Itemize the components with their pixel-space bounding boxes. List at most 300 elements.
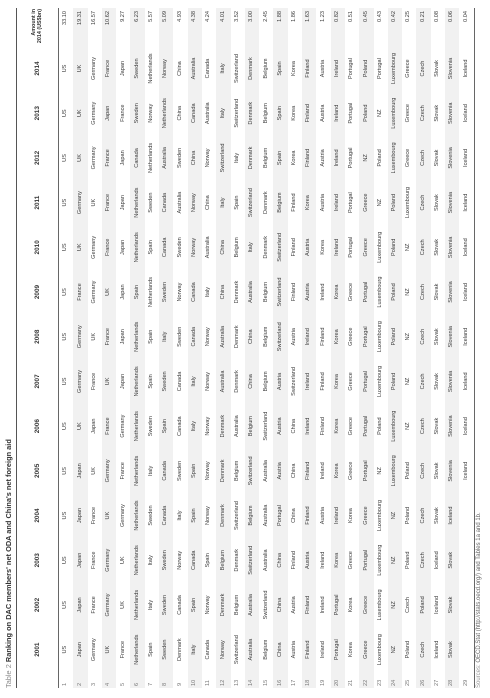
country-cell: Canada: [188, 314, 202, 359]
country-cell: Korea: [319, 239, 326, 255]
country-cell: Japan: [119, 373, 126, 390]
country-cell: Poland: [405, 551, 412, 569]
amount-cell: 16.57: [90, 11, 97, 25]
country-cell: NZ: [405, 288, 412, 296]
country-cell: Slovak: [434, 104, 441, 122]
country-cell: Portugal: [359, 359, 373, 404]
country-cell: Switzerland: [233, 98, 240, 128]
country-cell: Sweden: [159, 270, 173, 315]
country-cell: UK: [102, 359, 116, 404]
country-cell: Greece: [359, 493, 373, 538]
country-cell: Iceland: [459, 359, 474, 404]
country-cell: Finland: [291, 282, 298, 302]
country-cell: Norway: [216, 627, 230, 672]
table-row: [116, 8, 130, 688]
table-row: [245, 8, 259, 688]
country-cell: Slovenia: [445, 314, 459, 359]
country-cell: Norway: [205, 506, 212, 526]
country-cell: Finland: [319, 327, 326, 346]
country-cell: NZ: [405, 333, 412, 341]
country-cell: Sweden: [130, 91, 144, 136]
country-cell: Italy: [245, 225, 259, 270]
country-cell: UK: [73, 225, 87, 270]
country-cell: Iceland: [434, 595, 441, 614]
country-cell: Poland: [388, 359, 402, 404]
country-cell: Korea: [291, 150, 298, 166]
country-cell: Ireland: [331, 225, 345, 270]
country-cell: Italy: [216, 46, 230, 91]
country-cell: Greece: [405, 104, 412, 123]
country-cell: Denmark: [216, 583, 230, 628]
amount-cell: 1.23: [319, 11, 326, 22]
country-cell: Poland: [359, 46, 373, 91]
amount-cell: 1.88: [273, 8, 287, 46]
country-cell: Canada: [176, 416, 183, 436]
rank-cell: 28: [445, 672, 459, 688]
country-cell: Spain: [148, 642, 155, 657]
table-row: [102, 8, 116, 688]
country-cell: Spain: [233, 195, 240, 210]
country-cell: Greece: [359, 583, 373, 628]
country-cell: Canada: [205, 639, 212, 660]
country-cell: Ireland: [302, 314, 316, 359]
country-cell: Poland: [388, 314, 402, 359]
country-cell: Portugal: [348, 147, 355, 169]
country-cell: Japan: [73, 493, 87, 538]
table-row: [188, 8, 202, 688]
country-cell: Japan: [73, 583, 87, 628]
table-row: [402, 8, 416, 688]
country-cell: Czech: [416, 538, 430, 583]
country-cell: Poland: [388, 225, 402, 270]
country-cell: Australia: [176, 191, 183, 214]
country-cell: Iceland: [459, 448, 474, 493]
country-cell: France: [102, 136, 116, 181]
country-cell: NZ: [376, 109, 383, 117]
country-cell: Canada: [159, 180, 173, 225]
rank-cell: 19: [319, 679, 326, 686]
country-cell: Belgium: [262, 58, 269, 79]
country-cell: Luxembourg: [405, 187, 412, 219]
table-row: [316, 8, 330, 688]
country-cell: Spain: [273, 46, 287, 91]
country-cell: Austria: [291, 596, 298, 614]
country-cell: Switzerland: [262, 411, 269, 441]
country-cell: UK: [73, 404, 87, 449]
country-cell: Czech: [416, 448, 430, 493]
country-cell: China: [273, 583, 287, 628]
country-cell: Netherlands: [130, 180, 144, 225]
source-text: OECD.Stat (http://stats.oecd.org/) and Tables 1a and 1b.: [476, 512, 482, 663]
country-cell: Switzerland: [245, 448, 259, 493]
header-year: 2012: [18, 136, 59, 181]
country-cell: China: [176, 61, 183, 76]
country-cell: China: [216, 270, 230, 315]
country-cell: Spain: [188, 583, 202, 628]
header-year: 2001: [18, 627, 59, 672]
country-cell: Austria: [273, 448, 287, 493]
country-cell: Portugal: [359, 538, 373, 583]
country-cell: Portugal: [331, 627, 345, 672]
country-cell: Portugal: [359, 448, 373, 493]
table-row: [273, 8, 287, 688]
country-cell: Netherlands: [130, 583, 144, 628]
country-cell: Finland: [302, 91, 316, 136]
country-cell: Portugal: [359, 314, 373, 359]
country-cell: Belgium: [233, 460, 240, 481]
country-cell: Denmark: [216, 493, 230, 538]
source-note: [476, 8, 482, 688]
header-row: [18, 8, 59, 688]
table-row: [445, 8, 459, 688]
country-cell: Netherlands: [148, 53, 155, 84]
country-cell: Australia: [159, 136, 173, 181]
country-cell: NZ: [388, 493, 402, 538]
country-cell: Australia: [216, 359, 230, 404]
country-cell: [459, 583, 474, 628]
rank-cell: 1: [62, 682, 69, 686]
country-cell: Luxembourg: [388, 448, 402, 493]
amount-cell: 5.57: [148, 11, 155, 22]
country-cell: Slovak: [434, 283, 441, 301]
country-cell: Czech: [416, 270, 430, 315]
country-cell: Japan: [119, 284, 126, 300]
country-cell: US: [62, 154, 69, 162]
country-cell: Czech: [416, 91, 430, 136]
country-cell: Slovenia: [445, 448, 459, 493]
amount-cell: 5.09: [159, 8, 173, 46]
country-cell: Korea: [291, 61, 298, 76]
country-cell: China: [245, 359, 259, 404]
rank-cell: 6: [130, 672, 144, 688]
rank-cell: 23: [376, 679, 383, 686]
rank-cell: 10: [188, 672, 202, 688]
country-cell: Norway: [176, 550, 183, 570]
country-cell: Finland: [319, 372, 326, 391]
country-cell: Norway: [205, 416, 212, 436]
country-cell: Spain: [159, 404, 173, 449]
country-cell: Denmark: [262, 191, 269, 214]
country-cell: Korea: [331, 270, 345, 315]
country-cell: Iceland: [459, 404, 474, 449]
country-cell: China: [291, 418, 298, 434]
country-cell: Australia: [205, 102, 212, 125]
country-cell: US: [62, 645, 69, 654]
country-cell: Slovenia: [445, 270, 459, 315]
rank-cell: 22: [359, 672, 373, 688]
country-cell: Portugal: [331, 583, 345, 628]
country-cell: Germany: [102, 583, 116, 628]
country-cell: Germany: [73, 180, 87, 225]
country-cell: Finland: [302, 493, 316, 538]
country-cell: Iceland: [459, 225, 474, 270]
country-cell: Slovenia: [445, 91, 459, 136]
country-cell: Portugal: [376, 58, 383, 79]
country-cell: France: [73, 270, 87, 315]
country-cell: Italy: [176, 510, 183, 521]
country-cell: Italy: [216, 180, 230, 225]
country-cell: Norway: [205, 595, 212, 615]
country-cell: Belgium: [245, 404, 259, 449]
country-cell: Italy: [188, 627, 202, 672]
country-cell: NZ: [359, 136, 373, 181]
country-cell: France: [90, 596, 97, 614]
amount-cell: 33.10: [62, 11, 69, 25]
table-body: [59, 8, 475, 688]
rank-cell: 27: [434, 679, 441, 686]
country-cell: Belgium: [262, 103, 269, 124]
rank-cell: 11: [205, 680, 212, 686]
country-cell: China: [176, 105, 183, 121]
country-cell: France: [102, 404, 116, 449]
amount-cell: 0.51: [348, 11, 355, 22]
country-cell: Austria: [302, 225, 316, 270]
country-cell: Slovak: [434, 507, 441, 524]
country-cell: Australia: [205, 236, 212, 259]
country-cell: Australia: [245, 627, 259, 672]
rank-cell: 8: [159, 672, 173, 688]
country-cell: China: [291, 463, 298, 479]
country-cell: Poland: [376, 417, 383, 435]
country-cell: Norway: [159, 46, 173, 91]
country-cell: Germany: [90, 101, 97, 125]
header-year: 2014: [18, 46, 59, 91]
country-cell: Italy: [188, 359, 202, 404]
country-cell: Sweden: [159, 359, 173, 404]
country-cell: Luxembourg: [376, 276, 383, 308]
country-cell: Slovak: [434, 462, 441, 480]
rank-cell: 4: [102, 672, 116, 688]
country-cell: Norway: [205, 327, 212, 347]
country-cell: Canada: [159, 225, 173, 270]
country-cell: UK: [102, 270, 116, 315]
country-cell: US: [62, 243, 69, 252]
country-cell: Norway: [148, 103, 155, 123]
country-cell: Canada: [188, 538, 202, 583]
country-cell: Sweden: [148, 192, 155, 213]
country-cell: Ireland: [319, 283, 326, 301]
country-cell: France: [102, 225, 116, 270]
country-cell: Germany: [90, 57, 97, 81]
country-cell: Finland: [291, 238, 298, 257]
country-cell: Spain: [273, 91, 287, 136]
amount-cell: 19.31: [73, 8, 87, 46]
country-cell: China: [273, 627, 287, 672]
country-cell: Belgium: [233, 237, 240, 258]
country-cell: Spain: [130, 270, 144, 315]
rank-cell: 12: [216, 672, 230, 688]
rank-cell: 15: [262, 679, 269, 686]
rank-cell: 25: [405, 679, 412, 686]
country-cell: Czech: [416, 46, 430, 91]
country-cell: Czech: [416, 404, 430, 449]
country-cell: Czech: [416, 359, 430, 404]
amount-cell: 4.93: [176, 11, 183, 22]
country-cell: Greece: [405, 148, 412, 168]
amount-cell: 0.42: [388, 8, 402, 46]
country-cell: Ireland: [331, 180, 345, 225]
country-cell: Canada: [130, 136, 144, 181]
table-row: [73, 8, 87, 688]
country-cell: NZ: [405, 243, 412, 252]
rank-cell: 14: [245, 672, 259, 688]
country-cell: Australia: [233, 415, 240, 438]
country-cell: Sweden: [159, 538, 173, 583]
country-cell: Switzerland: [291, 366, 298, 396]
country-cell: Norway: [188, 180, 202, 225]
table-row: [288, 8, 302, 688]
country-cell: Spain: [188, 448, 202, 493]
country-cell: Denmark: [233, 370, 240, 393]
table-row: [302, 8, 316, 688]
country-cell: Australia: [245, 583, 259, 628]
country-cell: Austria: [319, 59, 326, 78]
country-cell: Switzerland: [233, 54, 240, 83]
country-cell: Slovak: [434, 417, 441, 435]
country-cell: Slovenia: [445, 136, 459, 181]
country-cell: France: [119, 104, 126, 122]
country-cell: Slovenia: [445, 404, 459, 449]
country-cell: Japan: [119, 239, 126, 255]
table-row: [359, 8, 373, 688]
table-number: Table 2: [4, 664, 13, 688]
country-cell: Switzerland: [273, 314, 287, 359]
country-cell: Slovak: [434, 194, 441, 212]
country-cell: Sweden: [176, 237, 183, 258]
country-cell: Czech: [416, 136, 430, 181]
country-cell: Netherlands: [130, 359, 144, 404]
country-cell: UK: [102, 493, 116, 538]
amount-cell: 0.21: [416, 8, 430, 46]
country-cell: Poland: [359, 91, 373, 136]
country-cell: Belgium: [262, 147, 269, 169]
country-cell: Japan: [119, 60, 126, 77]
country-cell: Spain: [148, 329, 155, 344]
country-cell: France: [90, 506, 97, 525]
country-cell: Canada: [176, 371, 183, 392]
header-year: 2002: [18, 583, 59, 628]
amount-cell: 0.06: [445, 8, 459, 46]
header-year: 2013: [18, 91, 59, 136]
country-cell: NZ: [405, 377, 412, 386]
country-cell: UK: [73, 136, 87, 181]
country-cell: Korea: [331, 314, 345, 359]
country-cell: Korea: [331, 538, 345, 583]
rank-cell: 3: [90, 682, 97, 686]
country-cell: Spain: [205, 553, 212, 568]
country-cell: Spain: [148, 374, 155, 389]
country-cell: US: [62, 422, 69, 431]
country-cell: Germany: [90, 146, 97, 170]
header-year: 2009: [18, 270, 59, 315]
country-cell: Poland: [388, 270, 402, 315]
country-cell: NZ: [376, 198, 383, 207]
country-cell: Finland: [302, 136, 316, 181]
country-cell: Poland: [405, 640, 412, 659]
country-cell: Belgium: [262, 371, 269, 392]
amount-cell: 1.86: [291, 11, 298, 22]
country-cell: Sweden: [176, 460, 183, 481]
country-cell: Ireland: [331, 493, 345, 538]
country-cell: UK: [90, 466, 97, 475]
country-cell: China: [291, 508, 298, 523]
country-cell: Netherlands: [130, 404, 144, 449]
country-cell: Australia: [262, 459, 269, 482]
country-cell: Ireland: [302, 359, 316, 404]
amount-cell: 0.45: [359, 8, 373, 46]
country-cell: Norway: [205, 461, 212, 481]
rank-cell: 20: [331, 672, 345, 688]
country-cell: Slovenia: [445, 46, 459, 91]
country-cell: France: [119, 640, 126, 659]
country-cell: Sweden: [176, 147, 183, 169]
country-cell: UK: [73, 46, 87, 91]
country-cell: US: [62, 288, 69, 296]
country-cell: Czech: [416, 314, 430, 359]
country-cell: Finland: [291, 551, 298, 570]
country-cell: Iceland: [459, 46, 474, 91]
country-cell: UK: [73, 91, 87, 136]
country-cell: Finland: [319, 416, 326, 436]
amount-cell: 6.23: [130, 8, 144, 46]
country-cell: Luxembourg: [388, 136, 402, 181]
source-label: Sources:: [476, 664, 482, 688]
country-cell: Denmark: [233, 280, 240, 304]
country-cell: Belgium: [233, 594, 240, 616]
country-cell: Germany: [90, 280, 97, 304]
country-cell: Switzerland: [273, 270, 287, 315]
country-cell: Iceland: [459, 314, 474, 359]
country-cell: Ireland: [319, 596, 326, 614]
table-row: [88, 8, 102, 688]
amount-cell: 0.43: [376, 11, 383, 22]
table-caption: [4, 8, 13, 688]
table-row: [145, 8, 159, 688]
country-cell: [459, 538, 474, 583]
table-row: [331, 8, 345, 688]
country-cell: Japan: [73, 538, 87, 583]
country-cell: Greece: [348, 372, 355, 391]
country-cell: Japan: [90, 418, 97, 434]
header-rank: [18, 672, 59, 688]
country-cell: Luxembourg: [376, 544, 383, 576]
amount-cell: 3.00: [245, 8, 259, 46]
country-cell: Finland: [302, 627, 316, 672]
header-year: 2008: [18, 314, 59, 359]
amount-cell: 4.38: [188, 8, 202, 46]
country-cell: Germany: [102, 538, 116, 583]
country-cell: Greece: [359, 180, 373, 225]
rank-cell: 18: [302, 672, 316, 688]
country-cell: Switzerland: [245, 180, 259, 225]
country-cell: Finland: [302, 583, 316, 628]
country-cell: Australia: [188, 46, 202, 91]
country-cell: Greece: [348, 416, 355, 436]
table-row: [416, 8, 430, 688]
country-cell: UK: [102, 627, 116, 672]
country-cell: Norway: [205, 371, 212, 391]
table-row: [231, 8, 245, 688]
country-cell: Denmark: [245, 91, 259, 136]
country-cell: Japan: [73, 627, 87, 672]
rank-cell: 2: [73, 672, 87, 688]
country-cell: France: [90, 372, 97, 391]
country-cell: Korea: [331, 359, 345, 404]
amount-cell: 0.08: [434, 11, 441, 22]
country-cell: Germany: [102, 448, 116, 493]
country-cell: Luxembourg: [388, 46, 402, 91]
country-cell: Poland: [376, 149, 383, 167]
